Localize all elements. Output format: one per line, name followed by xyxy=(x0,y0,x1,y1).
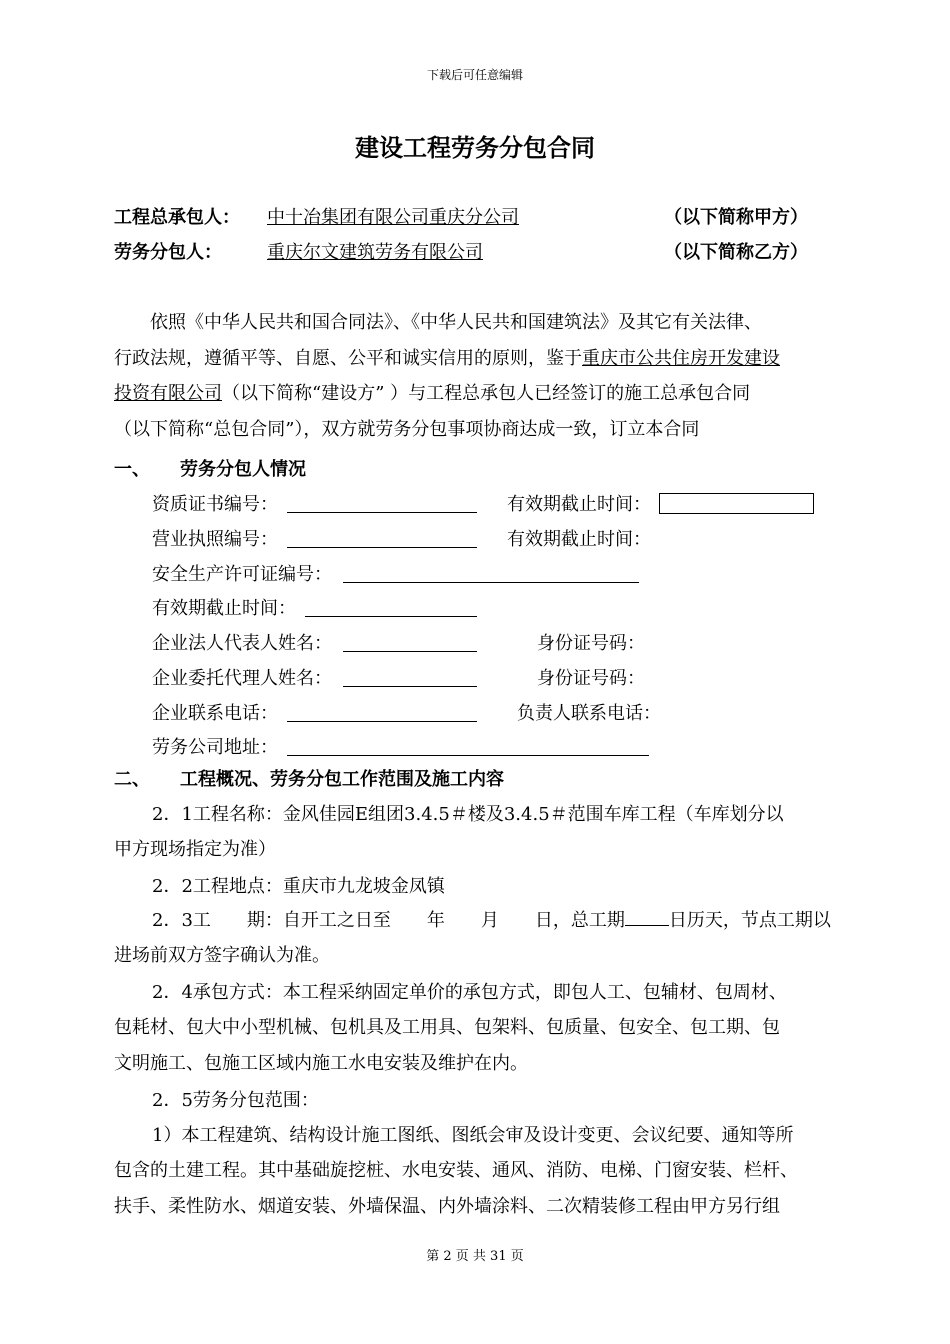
phone-label: 企业联系电话： xyxy=(152,703,278,724)
party-name: 中十冶集团有限公司重庆分公司 xyxy=(267,207,519,228)
safety-exp-blank[interactable] xyxy=(305,616,477,617)
header-note: 下载后可任意编辑 xyxy=(426,68,523,82)
body-line: 文明施工、包施工区域内施工水电安装及维护在内。 xyxy=(114,1053,528,1074)
license-exp-label: 有效期截止时间： xyxy=(507,529,651,550)
cert-exp-label: 有效期截止时间： xyxy=(507,494,651,515)
address-label: 劳务公司地址： xyxy=(152,737,278,758)
body-line: 2．2工程地点：重庆市九龙坡金凤镇 xyxy=(152,876,445,897)
legal-rep-blank[interactable] xyxy=(343,651,477,652)
party-abbr: （以下简称甲方） xyxy=(664,207,808,228)
document-title: 建设工程劳务分包合同 xyxy=(355,134,595,162)
body-line: 甲方现场指定为准） xyxy=(114,839,276,860)
body-line: 2．1工程名称：金风佳园E组团3.4.5＃楼及3.4.5＃范围车库工程（车库划分以 xyxy=(152,804,784,825)
intro-line: 投资有限公司（以下简称“建设方” ）与工程总承包人已经签订的施工总承包合同 xyxy=(114,383,751,404)
section-heading-2: 二、 工程概况、劳务分包工作范围及施工内容 xyxy=(114,769,504,790)
cert-no-label: 资质证书编号： xyxy=(152,494,278,515)
body-line: 2．4承包方式：本工程采纳固定单价的承包方式，即包人工、包辅材、包周材、 xyxy=(152,982,787,1003)
safety-no-label: 安全生产许可证编号： xyxy=(152,564,332,585)
safety-exp-label: 有效期截止时间： xyxy=(152,598,296,619)
agent-blank[interactable] xyxy=(343,686,477,687)
body-line: 包含的土建工程。其中基础旋挖桩、水电安装、通风、消防、电梯、门窗安装、栏杆、 xyxy=(114,1160,798,1181)
developer-name-cont: 投资有限公司 xyxy=(114,383,222,404)
page-footer: 第 2 页 共 31 页 xyxy=(426,1249,524,1264)
section-heading-1: 一、 劳务分包人情况 xyxy=(114,459,306,480)
cert-no-blank[interactable] xyxy=(287,512,477,513)
party-label: 劳务分包人： xyxy=(114,242,222,263)
cert-exp-box[interactable] xyxy=(659,493,814,514)
manager-phone-label: 负责人联系电话： xyxy=(517,703,661,724)
body-line: 进场前双方签字确认为准。 xyxy=(114,945,330,966)
party-label: 工程总承包人： xyxy=(114,207,240,228)
license-no-label: 营业执照编号： xyxy=(152,529,278,550)
body-line: 2．3工 期：自开工之日至 年 月 日，总工期 日历天，节点工期以 xyxy=(152,910,831,931)
developer-name: 重庆市公共住房开发建设 xyxy=(582,347,780,369)
agent-label: 企业委托代理人姓名： xyxy=(152,668,332,689)
intro-paragraph xyxy=(114,305,838,447)
legal-id-label: 身份证号码： xyxy=(537,633,645,654)
safety-no-blank[interactable] xyxy=(343,582,639,583)
party-name: 重庆尔文建筑劳务有限公司 xyxy=(267,242,483,263)
party-subcontractor xyxy=(114,238,834,268)
phone-blank[interactable] xyxy=(287,721,477,722)
body-line: 包耗材、包大中小型机械、包机具及工用具、包架料、包质量、包安全、包工期、包 xyxy=(114,1017,780,1038)
body-line: 扶手、柔性防水、烟道安装、外墙保温、内外墙涂料、二次精装修工程由甲方另行组 xyxy=(114,1196,780,1217)
party-contractor xyxy=(114,203,834,233)
body-line: 1）本工程建筑、结构设计施工图纸、图纸会审及设计变更、会议纪要、通知等所 xyxy=(152,1125,794,1146)
body-line: 2．5劳务分包范围： xyxy=(152,1090,319,1111)
intro-line: 依照《中华人民共和国合同法》、《中华人民共和国建筑法》及其它有关法律、 xyxy=(150,312,762,333)
total-period-blank[interactable] xyxy=(625,909,669,926)
legal-rep-label: 企业法人代表人姓名： xyxy=(152,633,332,654)
intro-line: （以下简称“总包合同”），双方就劳务分包事项协商达成一致，订立本合同 xyxy=(114,418,700,440)
address-blank[interactable] xyxy=(287,755,649,756)
intro-line: 行政法规，遵循平等、自愿、公平和诚实信用的原则，鉴于重庆市公共住房开发建设 xyxy=(114,347,780,369)
agent-id-label: 身份证号码： xyxy=(537,668,645,689)
party-abbr: （以下简称乙方） xyxy=(664,242,808,263)
license-no-blank[interactable] xyxy=(287,547,477,548)
